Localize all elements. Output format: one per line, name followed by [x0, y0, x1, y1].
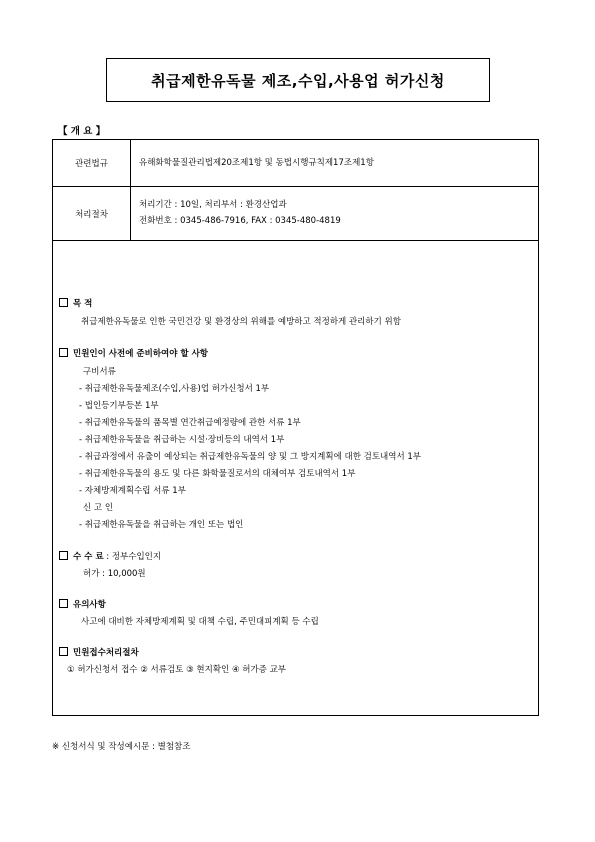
checkbox-icon — [59, 599, 68, 608]
overview-frame — [52, 139, 539, 716]
caution-text: 사고에 대비한 자체방제계획 및 대책 수립, 주민대피계획 등 수립 — [81, 617, 319, 627]
checkbox-icon — [59, 551, 68, 560]
caution-title: 유의사항 — [73, 600, 106, 610]
purpose-text: 취급제한유독물로 인한 국민건강 및 환경상의 위해를 예방하고 적정하게 관리하기 위함 — [81, 317, 401, 327]
document-title: 취급제한유독물 제조,수입,사용업 허가신청 — [106, 58, 490, 102]
procedure-title: 민원접수처리절차 — [73, 648, 139, 658]
fee-heading — [59, 550, 161, 562]
required-doc-item: - 자체방제계획수립 서류 1부 — [79, 486, 186, 496]
overview-label: 【 개 요 】 — [58, 126, 106, 137]
required-doc-item: - 취급제한유독물의 품목별 연간취급예정량에 관한 서류 1부 — [79, 418, 301, 428]
purpose-heading — [59, 297, 92, 309]
processing-procedure-row — [53, 187, 538, 241]
fee-title: 수 수 료 — [73, 552, 104, 562]
related-law-label: 관련법규 — [53, 140, 131, 186]
required-doc-item: - 법인등기부등본 1부 — [79, 401, 159, 411]
required-doc-item: - 취급과정에서 유출이 예상되는 취급제한유독물의 양 및 그 방지계획에 대한 검토내역서 1부 — [79, 452, 422, 462]
related-law-row — [53, 140, 538, 187]
processing-period-line: 처리기간 : 10일, 처리부서 : 환경산업과 — [139, 200, 287, 210]
preparation-heading — [59, 347, 208, 359]
processing-procedure-label: 처리절차 — [53, 187, 131, 240]
fee-detail: 허가 : 10,000원 — [83, 569, 146, 579]
applicant-heading: 신 고 인 — [83, 503, 114, 513]
purpose-title: 목 적 — [73, 299, 93, 309]
processing-procedure-value — [139, 197, 341, 229]
required-doc-item: - 취급제한유독물제조(수입,사용)업 허가신청서 1부 — [79, 384, 270, 394]
applicant-item: - 취급제한유독물을 취급하는 개인 또는 법인 — [79, 520, 244, 530]
checkbox-icon — [59, 647, 68, 656]
fee-title-suffix: : 정부수입인지 — [103, 552, 162, 562]
checkbox-icon — [59, 298, 68, 307]
required-doc-item: - 취급제한유독물의 용도 및 다른 화학물질로서의 대체여부 검토내역서 1부 — [79, 469, 356, 479]
footnote: ※ 신청서식 및 작성예시문 : 별첨참조 — [52, 742, 191, 752]
required-doc-item: - 취급제한유독물을 취급하는 시설·장비등의 내역서 1부 — [79, 435, 285, 445]
required-docs-heading: 구비서류 — [83, 367, 116, 377]
checkbox-icon — [59, 348, 68, 357]
procedure-steps: ① 허가신청서 접수 ② 서류검토 ③ 현지확인 ④ 허가증 교부 — [67, 665, 287, 675]
contact-line: 전화번호 : 0345-486-7916, FAX : 0345-480-4819 — [139, 216, 341, 226]
preparation-title: 민원인이 사전에 준비하여야 할 사항 — [73, 349, 209, 359]
caution-heading — [59, 598, 106, 610]
related-law-value: 유해화학물질관리법제20조제1항 및 동법시행규칙제17조제1항 — [139, 158, 374, 168]
procedure-heading — [59, 646, 139, 658]
